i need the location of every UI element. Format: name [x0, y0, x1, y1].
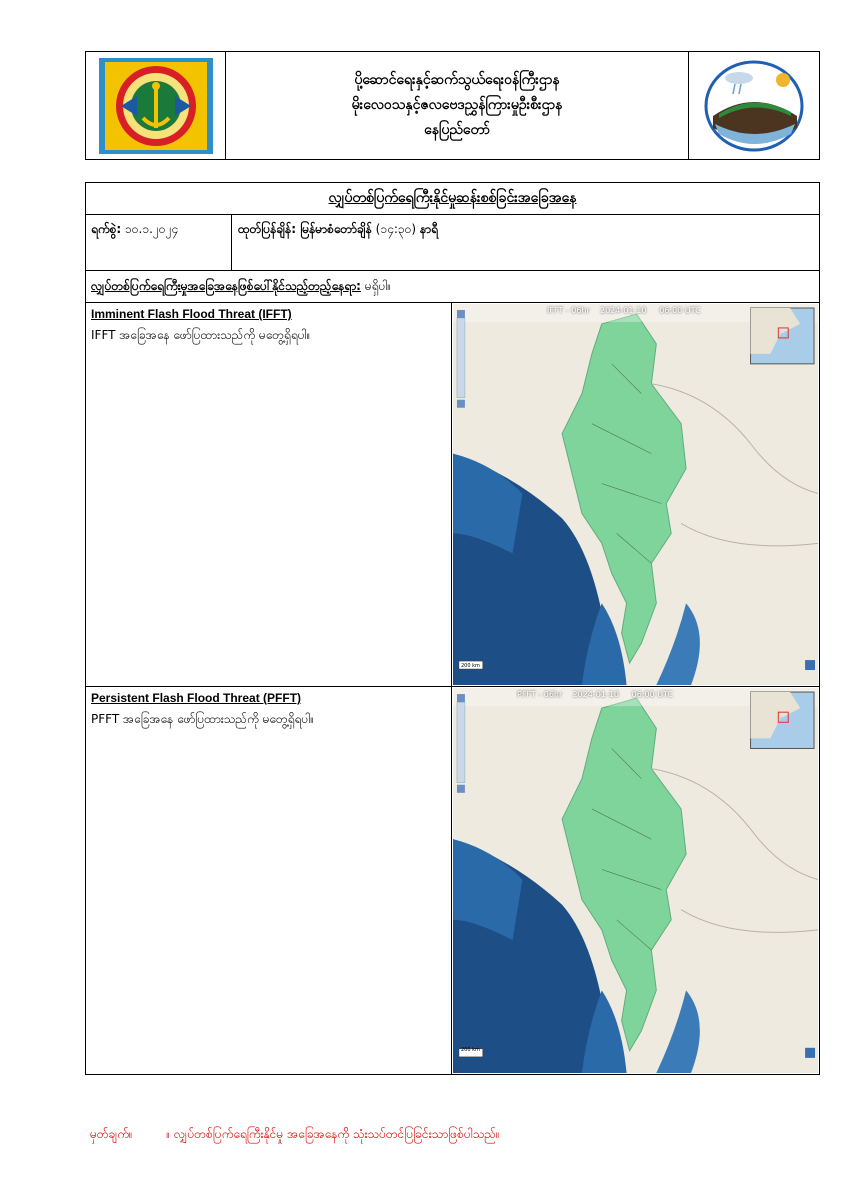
dmh-logo-cell [689, 52, 819, 159]
table-title-row [86, 183, 819, 215]
ifft-description: IFFT အခြေအနေ ဖော်ပြထားသည်ကို မတွေ့ရှိရပါ။ [91, 328, 311, 342]
pfft-description: PFFT အခြေအနေ ဖော်ပြထားသည်ကို မတွေ့ရှိရပါ။ [91, 712, 314, 726]
status-row [86, 271, 819, 303]
issue-time-value: (၁၄:၃၀) [375, 222, 417, 236]
ministry-name: ပို့ဆောင်ရေးနှင့်ဆက်သွယ်ရေးဝန်ကြီးဌာန [354, 72, 560, 88]
header-table [85, 51, 820, 160]
ifft-map-scale: 200 km [461, 663, 480, 669]
pfft-map-scale: 200 km [461, 1047, 480, 1053]
city-name: နေပြည်တော် [424, 122, 490, 138]
status-value: မရှိပါ။ [364, 279, 392, 293]
pfft-text-cell [86, 687, 452, 1074]
issue-time-cell [232, 215, 819, 270]
department-name: မိုးလေဝသနှင့်ဇလဗေဒညွှန်ကြားမှုဦးစီးဌာန [351, 97, 563, 113]
assessment-table [85, 182, 820, 1075]
note-text: ။ လျှပ်တစ်ပြက်ရေကြီးနိုင်မှု အခြေအနေကို သုံးသပ်တင်ပြခြင်းသာဖြစ်ပါသည်။ [166, 1127, 500, 1141]
issue-time-suffix: နာရီ [419, 222, 438, 236]
ifft-title: Imminent Flash Flood Threat (IFFT) [91, 307, 292, 321]
issue-time-label: ထုတ်ပြန်ချိန်: မြန်မာစံတော်ချိန် [238, 222, 372, 236]
pfft-title: Persistent Flash Flood Threat (PFFT) [91, 691, 302, 705]
pfft-section [86, 687, 819, 1074]
hydrology-logo-icon [699, 58, 809, 154]
ifft-section [86, 303, 819, 687]
date-row [86, 215, 819, 271]
date-cell [86, 215, 232, 270]
pfft-map-caption: PFFT - 06hr 2024-01-10 06:00 UTC [517, 690, 674, 699]
date-value: ၁၀.၁.၂၀၂၄ [125, 222, 179, 236]
status-label: လျှပ်တစ်ပြက်ရေကြီးမှုအခြေအနေဖြစ်ပေါ်နိုင်သည့်တည့်နေရာ: [91, 279, 361, 293]
date-label: ရက်စွဲ: [91, 222, 122, 236]
table-title: လျှပ်တစ်ပြက်ရေကြီးနိုင်မှုဆန်းစစ်ခြင်းအခြေအနေ [328, 190, 577, 206]
header-title-cell [226, 52, 689, 159]
ministry-logo-cell [86, 52, 226, 159]
ifft-map [453, 304, 818, 685]
pfft-map [453, 688, 818, 1073]
note-label: မှတ်ချက်။ [90, 1127, 133, 1141]
ifft-map-caption: IFFT - 06hr 2024-01-10 06:00 UTC [547, 306, 701, 315]
ifft-text-cell [86, 303, 452, 686]
footer-note [90, 1126, 500, 1144]
pfft-map-graphic [453, 688, 818, 1073]
ministry-emblem-icon [97, 56, 215, 156]
ifft-map-graphic [453, 304, 818, 685]
